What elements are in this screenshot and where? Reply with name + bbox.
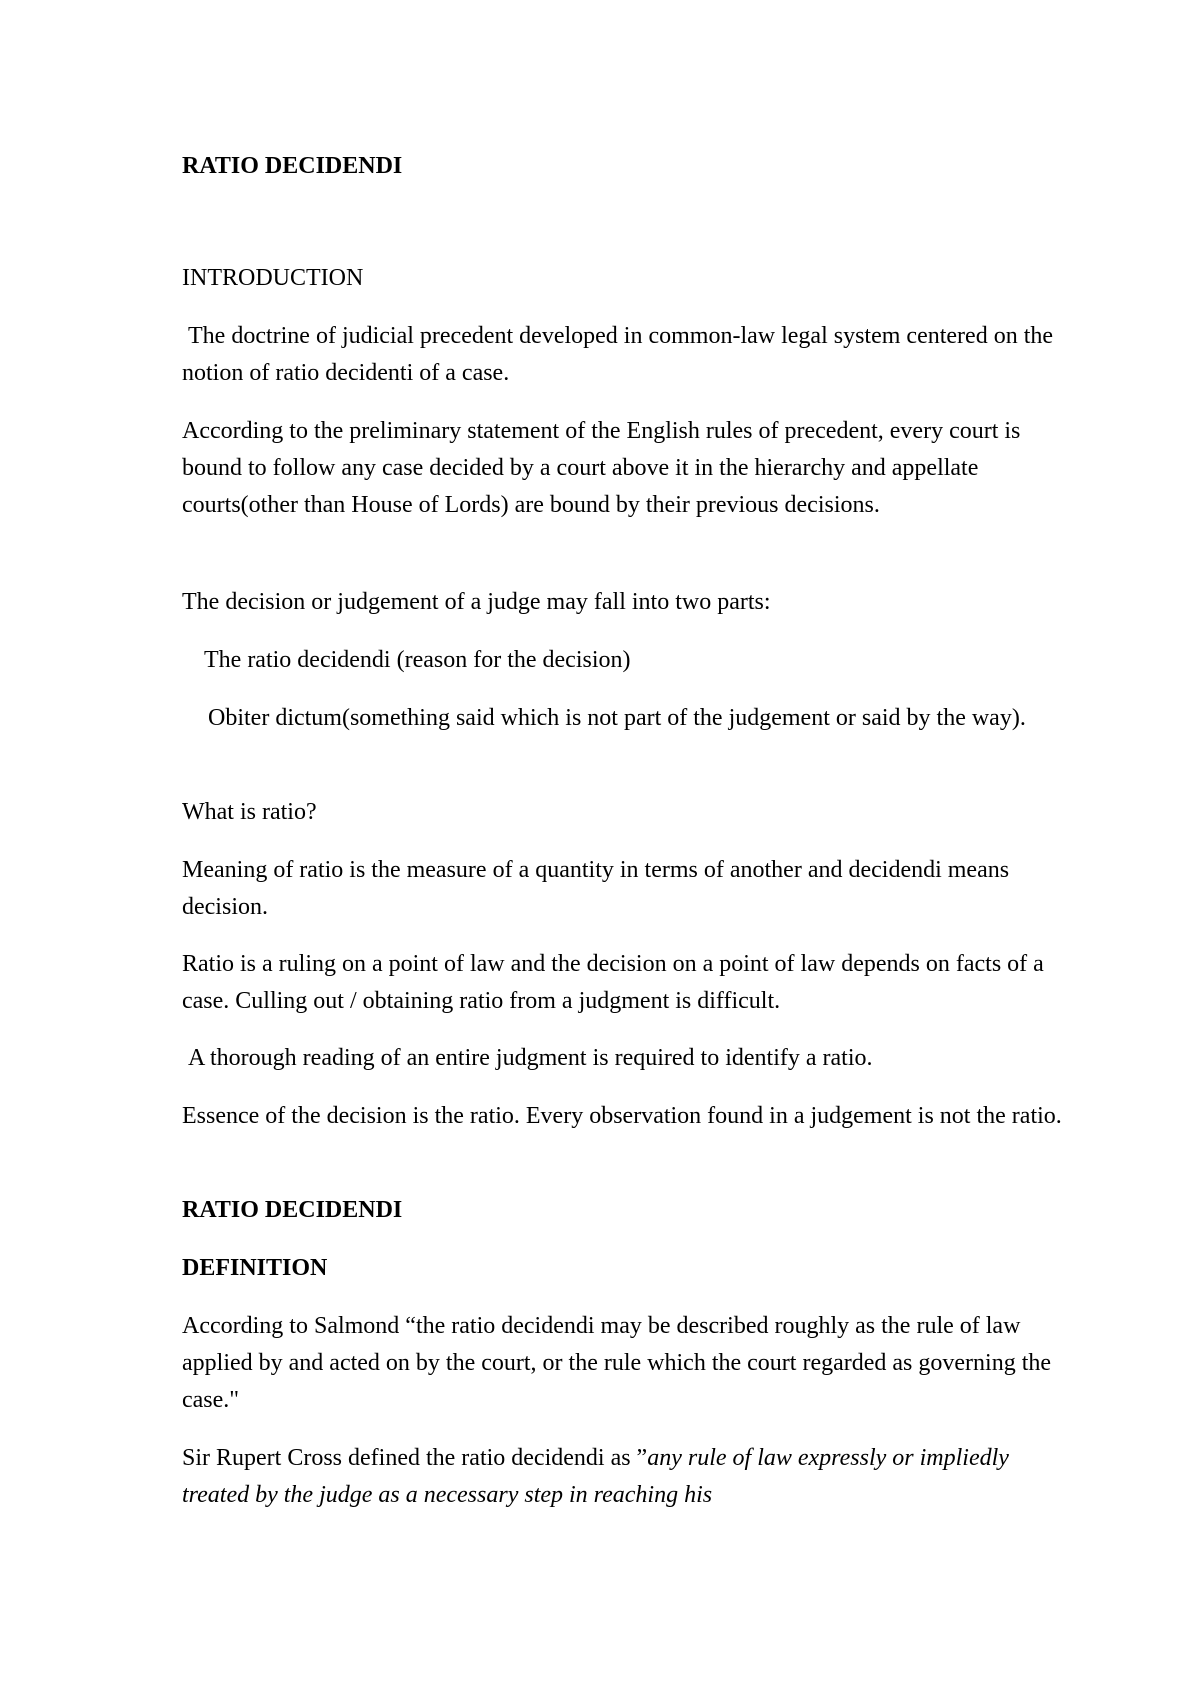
paragraph-english-rules: According to the preliminary statement of the English rules of precedent, every court is bound to follow any case decided by a court above it in the hierarchy and appellate courts(other than House of Lords) are bound by their previous decisions.	[182, 418, 1021, 518]
paragraph-rupert-cross	[182, 1440, 1062, 1514]
cross-quote-text: any rule of law expressly or impliedly treated by the judge as a necessary step in reaching his	[182, 1445, 1009, 1508]
paragraph-two-parts: The decision or judgement of a judge may fall into two parts:	[182, 589, 771, 615]
list-item-obiter: Obiter dictum(something said which is not part of the judgement or said by the way).	[208, 705, 1026, 731]
paragraph-precedent: The doctrine of judicial precedent developed in common-law legal system centered on the notion of ratio decidenti of a case.	[182, 323, 1054, 386]
section-heading: RATIO DECIDENDI	[182, 1197, 403, 1223]
paragraph-thorough-reading: A thorough reading of an entire judgment is required to identify a ratio.	[188, 1045, 873, 1071]
intro-heading: INTRODUCTION	[182, 265, 364, 291]
document-title: RATIO DECIDENDI	[182, 153, 403, 179]
paragraph-essence: Essence of the decision is the ratio. Every observation found in a judgement is not the ratio.	[182, 1103, 1062, 1129]
cross-intro-text: Sir Rupert Cross defined the ratio decidendi as ”	[182, 1445, 648, 1471]
paragraph-ruling-on-law: Ratio is a ruling on a point of law and the decision on a point of law depends on facts of a case. Culling out / obtaining ratio from a judgment is difficult.	[182, 951, 1044, 1014]
list-item-ratio: The ratio decidendi (reason for the decision)	[204, 647, 631, 673]
paragraph-what-is-ratio: What is ratio?	[182, 799, 317, 825]
definition-heading: DEFINITION	[182, 1255, 328, 1281]
paragraph-salmond: According to Salmond “the ratio decidendi may be described roughly as the rule of law applied by and acted on by the court, or the rule which the court regarded as governing the case."	[182, 1313, 1052, 1413]
paragraph-meaning-of-ratio: Meaning of ratio is the measure of a quantity in terms of another and decidendi means decision.	[182, 857, 1010, 920]
